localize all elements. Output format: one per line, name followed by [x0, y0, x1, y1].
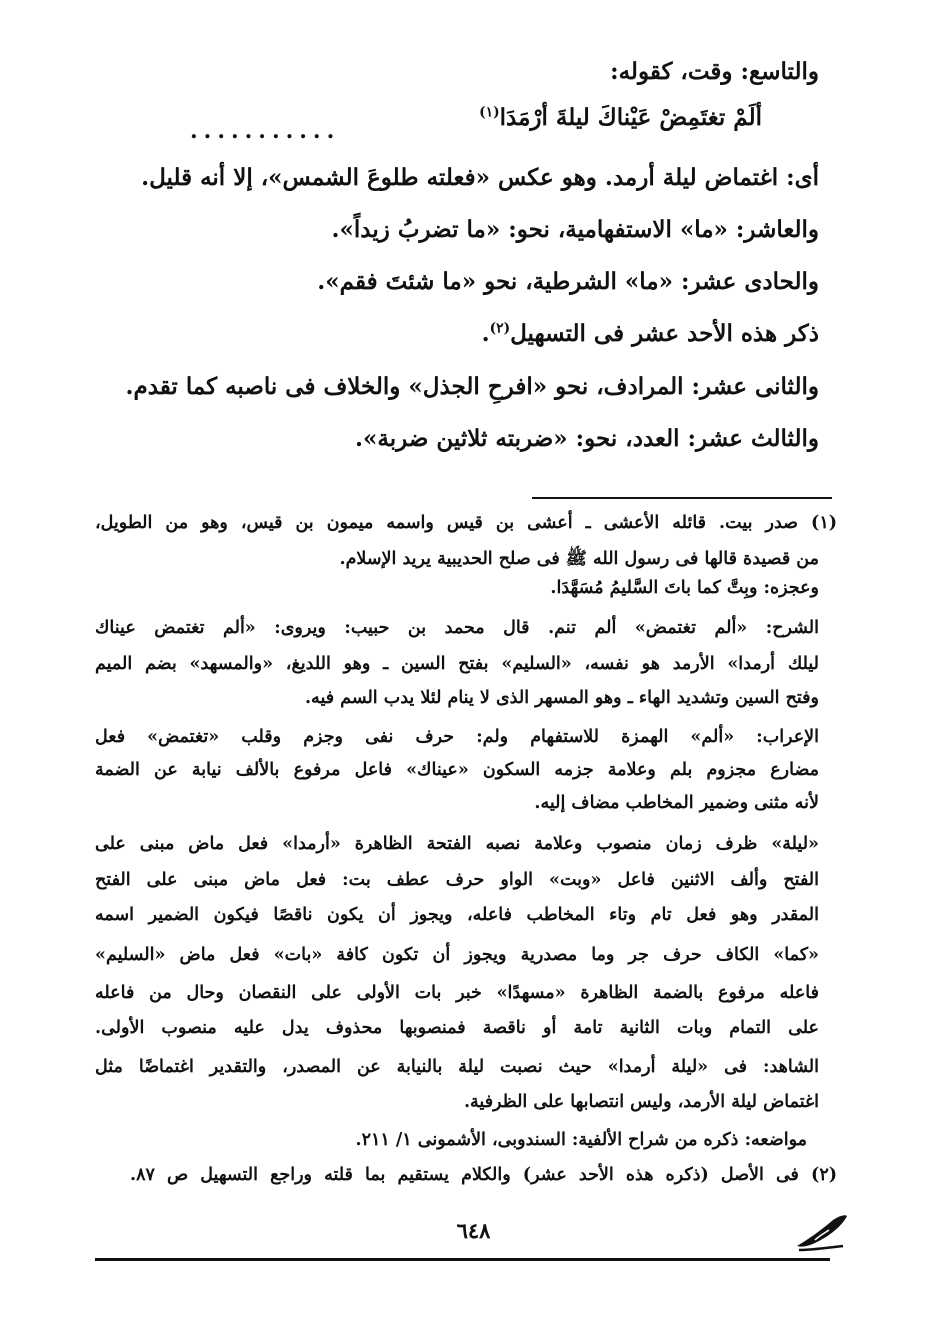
main-line-12th: والثانى عشر: المرادف، نحو «افرحِ الجذل» والخلاف فى ناصبه كما تقدم. — [125, 373, 819, 400]
footnote-line-3: وعجزه: وبِتَّ كما باتَ السَّليمُ مُسَهَّدَا. — [550, 578, 819, 598]
footnote-line-2: من قصيدة قالها فى رسول الله ﷺ فى صلح الحديبية يريد الإسلام. — [339, 549, 819, 569]
footnote-line-18: مواضعه: ذكره من شراح الألفية: السندوبى، الأشمونى ١/ ٢١١. — [355, 1130, 807, 1150]
footnote-line-14: فاعله مرفوع بالضمة الظاهرة «مسهدًا» خبر بات الأولى على النقصان وحال من فاعله — [95, 983, 819, 1003]
footnote-line-7: الإعراب: «ألم» الهمزة للاستفهام ولم: حرف نفى وجزم وقلب «تغتمض» فعل — [95, 727, 819, 747]
quill-logo-icon — [793, 1210, 849, 1256]
bottom-rule — [95, 1258, 830, 1261]
main-line-tashil: ذكر هذه الأحد عشر فى التسهيل$^{(٢)}$. — [481, 320, 819, 347]
footnote-line-15: على التمام وبات الثانية تامة أو ناقصة فمنصوبها محذوف يدل عليه منصوب الأولى. — [95, 1018, 819, 1038]
footnote-line-5: ليلك أرمدا» الأرمد هو نفسه، «السليم» بفتح السين ـ وهو اللديغ، «والمسهد» بضم الميم — [95, 654, 819, 674]
footnote-line-19: (٢) فى الأصل (ذكره هذه الأحد عشر) والكلام يستقيم بما قلته وراجع التسهيل ص ٨٧. — [130, 1165, 837, 1185]
footnote-line-10: «ليلة» ظرف زمان منصوب وعلامة نصبه الفتحة الظاهرة «أرمدا» فعل ماض مبنى على — [95, 834, 819, 854]
footnote-line-16: الشاهد: فى «ليلة أرمدا» حيث نصبت ليلة بالنيابة عن المصدر، والتقدير اغتماضًا مثل — [95, 1057, 819, 1077]
footnote-line-12: المقدر وهو فعل تام وتاء المخاطب فاعله، ويجوز أن يكون ناقصًا فيكون الضمير اسمه — [95, 905, 819, 925]
verse-ellipsis: ........... — [190, 118, 341, 144]
main-line-13th: والثالث عشر: العدد، نحو: «ضربته ثلاثين ضربة». — [355, 425, 819, 452]
footnote-line-11: الفتح وألف الاثنين فاعل «وبت» الواو حرف عطف بت: فعل ماض مبنى على الفتح — [95, 870, 819, 890]
main-line-9th-time: والتاسع: وقت، كقوله: — [610, 58, 819, 85]
footnote-ref-1: (١) — [479, 104, 500, 121]
main-line-explanation: أى: اغتماض ليلة أرمد. وهو عكس «فعلته طلوعَ الشمس»، إلا أنه قليل. — [141, 164, 819, 191]
footnote-separator — [532, 497, 832, 499]
footnote-line-13: «كما» الكاف حرف جر وما مصدرية ويجوز أن تكون كافة «بات» فعل ماض «السليم» — [95, 945, 819, 965]
footnote-line-9: لأنه مثنى وضمير المخاطب مضاف إليه. — [534, 793, 819, 813]
footnote-line-4: الشرح: «ألم تغتمض» ألم تنم. قال محمد بن حبيب: ويروى: «ألم تغتمض عيناك — [95, 618, 819, 638]
verse-text: ألَمْ تغتَمِضْ عَيْناكَ ليلةَ أرْمَدَا — [499, 104, 762, 131]
main-line-11th: والحادى عشر: «ما» الشرطية، نحو «ما شئتَ فقم». — [317, 268, 819, 295]
footnote-line-6: وفتح السين وتشديد الهاء ـ وهو المسهر الذى لا ينام لئلا يدب السم فيه. — [304, 688, 819, 708]
page-number: ٦٤٨ — [456, 1218, 491, 1243]
footnote-line-8: مضارع مجزوم بلم وعلامة جزمه السكون «عيناك» فاعل مرفوع بالألف نيابة عن الضمة — [95, 760, 819, 780]
footnote-line-17: اغتماض ليلة الأرمد، وليس انتصابها على الظرفية. — [463, 1092, 819, 1112]
footnote-ref-2: (٢) — [489, 320, 511, 337]
tashil-text: ذكر هذه الأحد عشر فى التسهيل — [510, 320, 819, 347]
main-line-10th: والعاشر: «ما» الاستفهامية، نحو: «ما تضربُ زيداً». — [331, 216, 819, 243]
verse-line — [479, 104, 762, 131]
footnote-line-1: (١) صدر بيت. قائله الأعشى ـ أعشى بن قيس واسمه ميمون بن قيس، وهو من الطويل، — [95, 513, 837, 533]
